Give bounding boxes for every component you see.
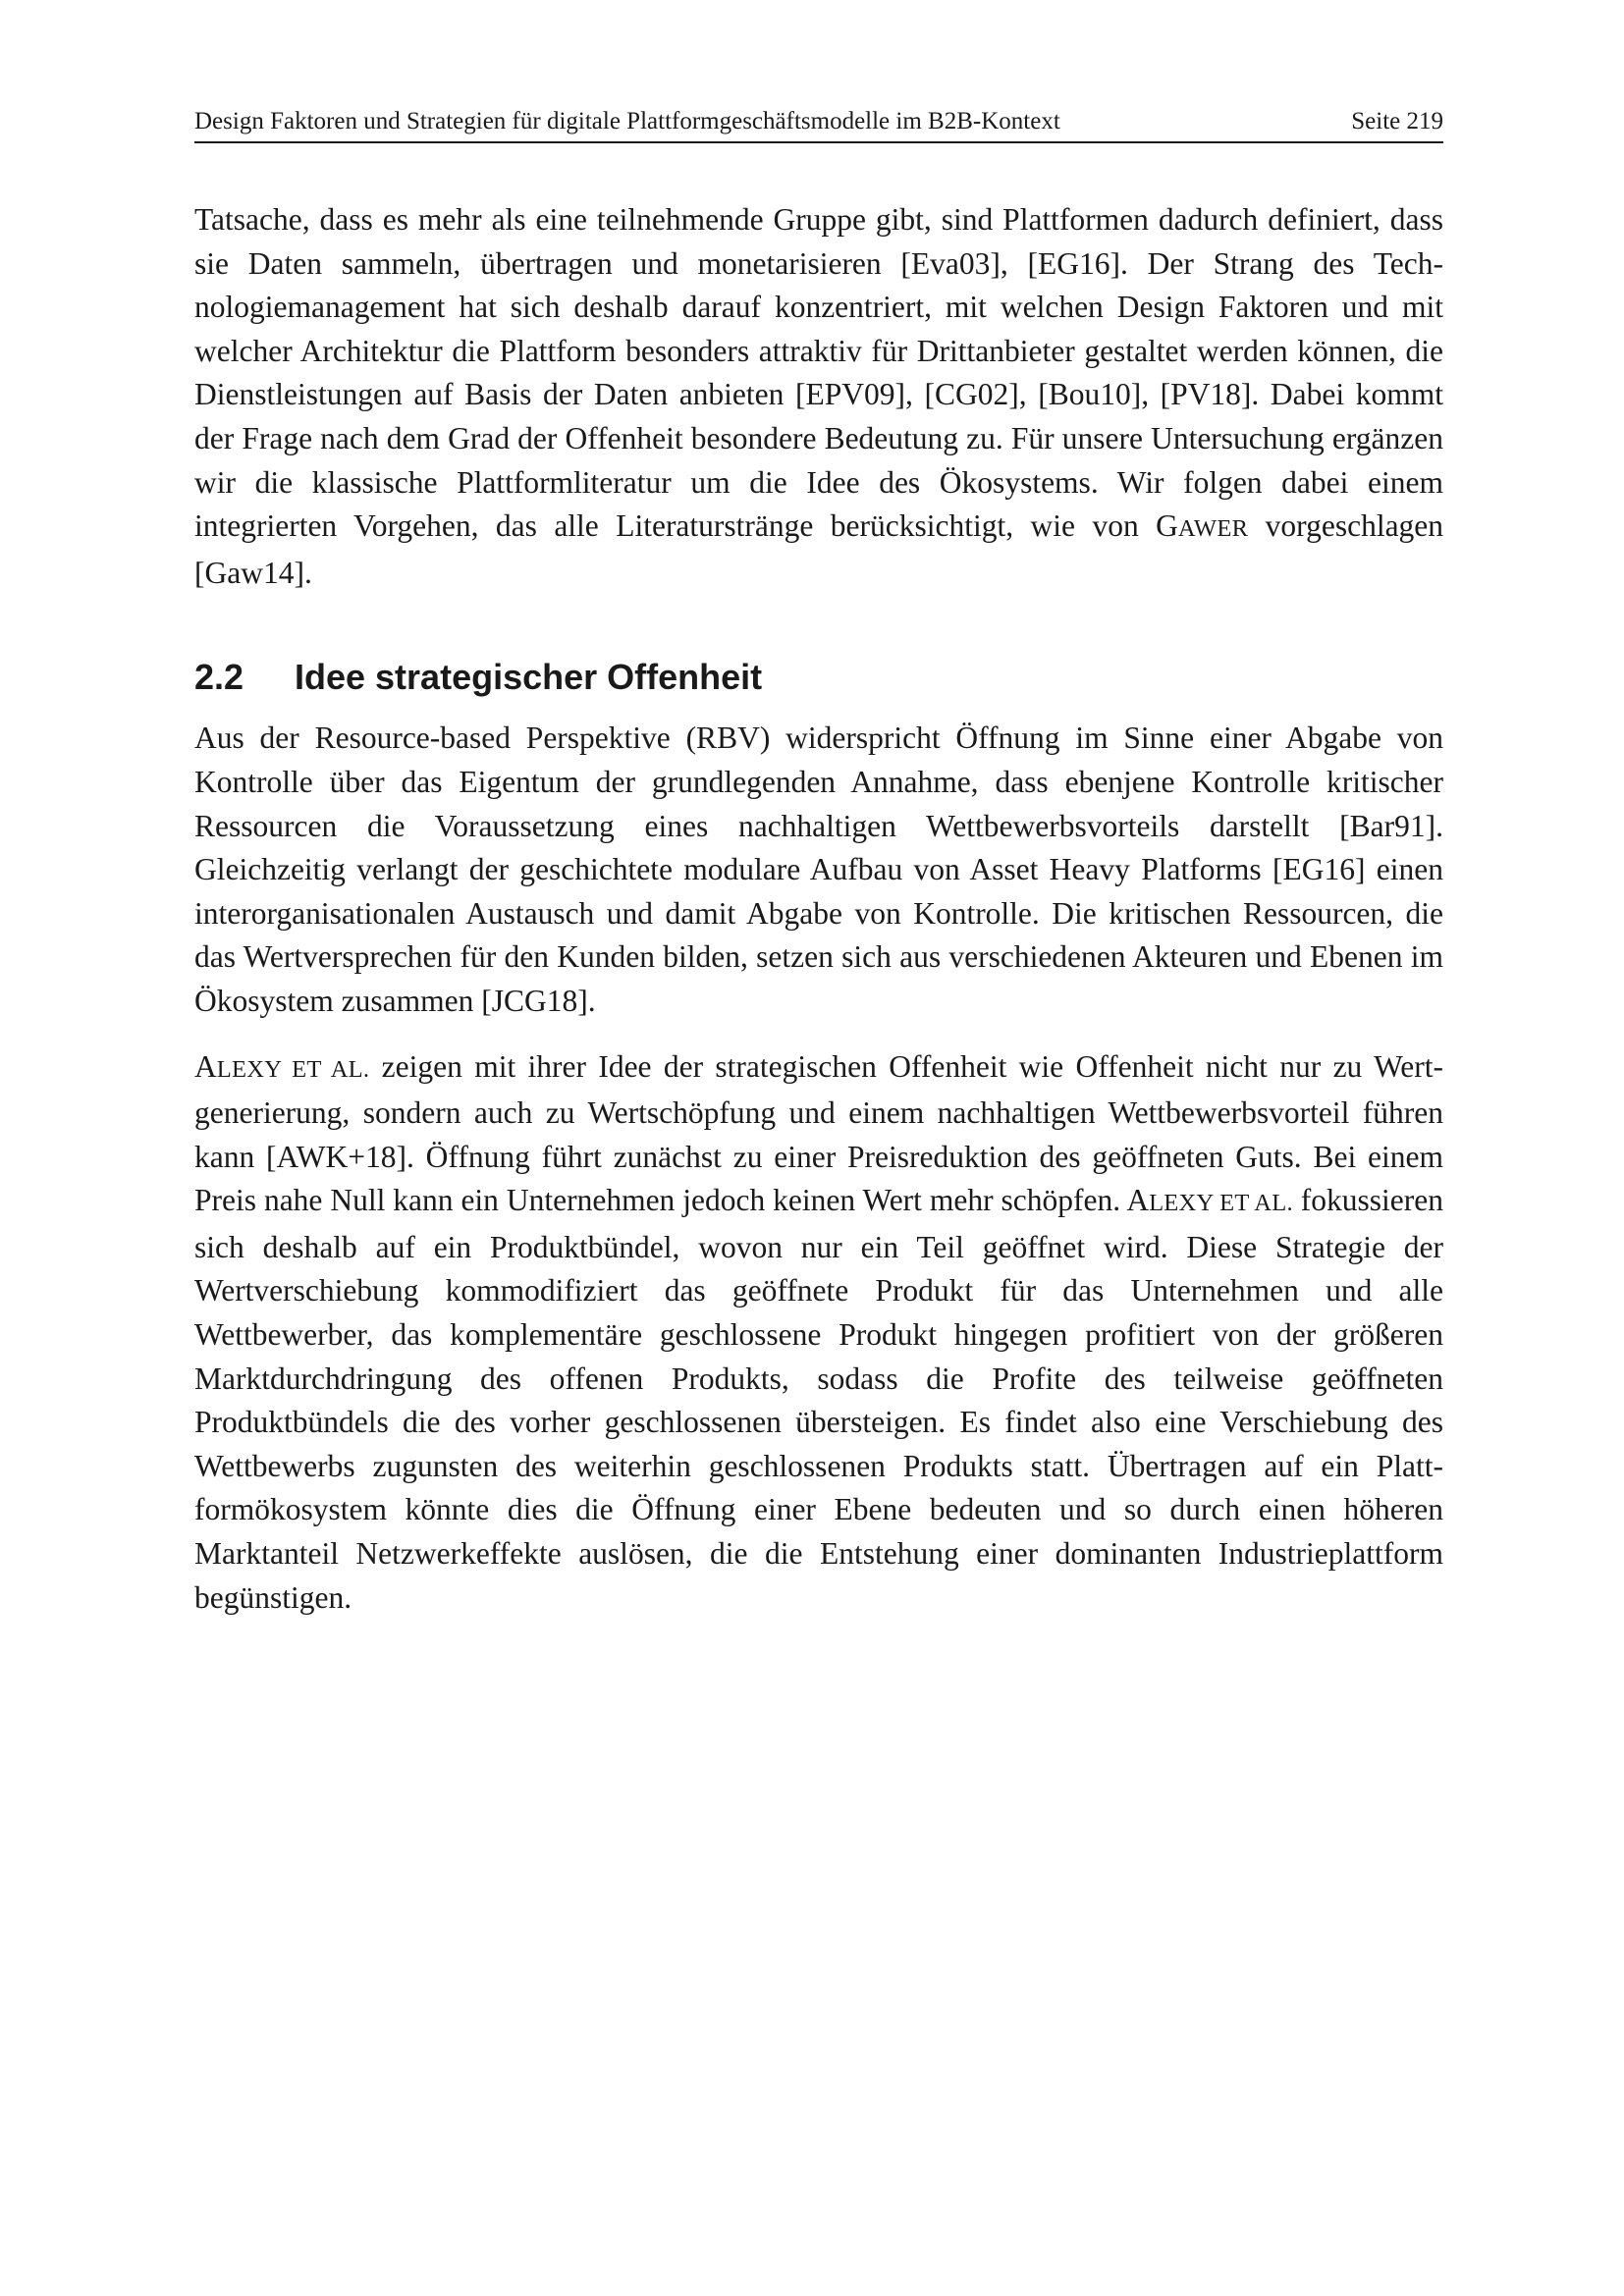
document-page [194,106,1443,1620]
paragraph-strategic-openness-part2: fokussieren sich deshalb auf ein Produktbündel, wovon nur ein Teil geöffnet wird. Diese Strategie der Wertverschiebung kommodifiziert das geöffnete Produkt für das Unternehmen und alle Wettbewerber, das komplementäre geschlossene Produkt hingegen profitiert von der größeren Marktdurchdringung des offenen Produkts, sodass die Profite des teilweise geöffneten Produktbündels die des vorher geschlossenen übersteigen. Es findet also eine Verschiebung des Wettbewerbs zugunsten des weiterhin geschlossenen Produkts statt. Übertragen auf ein Plattformökosystem könnte dies die Öffnung einer Ebene bedeuten und so durch einen höheren Marktanteil Netzwerkeffekte auslösen, die die Entstehung einer dominanten Industrieplattform begünstigen. [194,1183,1443,1615]
running-header-title: Design Faktoren und Strategien für digitale Plattformgeschäftsmodelle im B2B-Kontext [194,108,1060,134]
section-heading [194,656,1443,699]
paragraph-strategic-openness [194,1045,1443,1621]
paragraph-platform-definition-text: Tatsache, dass es mehr als eine teilnehmende Gruppe gibt, sind Plattformen dadurch definiert, dass sie Daten sammeln, übertragen und monetarisieren [Eva03], [EG16]. Der Strang des Technologiemanagement hat sich deshalb darauf konzentriert, mit welchen Design Faktoren und mit welcher Architektur die Plattform besonders attraktiv für Drittanbieter gestaltet werden können, die Dienstleistungen auf Basis der Daten anbieten [EPV09], [CG02], [Bou10], [PV18]. Dabei kommt der Frage nach dem Grad der Offenheit besondere Bedeutung zu. Für unsere Untersuchung ergänzen wir die klassische Plattformliteratur um die Idee des Ökosystems. Wir folgen dabei einem integrierten Vorgehen, das alle Literaturstränge berücksichtigt, wie von [194,202,1443,544]
author-name-gawer: GAWER [1156,508,1249,544]
author-name-alexy: ALEXY ET AL. [194,1048,370,1084]
section-title: Idee strategischer Offenheit [295,657,763,698]
section-number: 2.2 [194,657,244,698]
paragraph-platform-definition [194,198,1443,595]
paragraph-rbv: Aus der Resource-based Perspektive (RBV) widerspricht Öffnung im Sinne einer Abgabe von Kontrolle über das Eigentum der grundlegenden Annahme, dass ebenjene Kontrolle kritischer Ressourcen die Voraussetzung eines nachhaltigen Wettbewerbsvorteils darstellt [Bar91]. Gleichzeitig verlangt der geschichtete modulare Aufbau von Asset Heavy Platforms [EG16] einen interorganisationalen Austausch und damit Abgabe von Kontrolle. Die kritischen Ressourcen, die das Wertversprechen für den Kunden bilden, setzen sich aus verschiedenen Akteuren und Ebenen im Ökosystem zusammen [JCG18]. [194,721,1443,1018]
running-header [194,106,1443,143]
page-number: Seite 219 [1351,108,1443,134]
paragraph-platform-definition-end: vorgeschlagen [Gaw14]. [194,508,1444,590]
paragraph-strategic-openness-part1: zeigen mit ihrer Idee der strategischen Offenheit wie Offenheit nicht nur zu Wertgenerierung, sondern auch zu Wertschöpfung und einem nachhaltigen Wettbewerbsvorteil führen kann [AWK+18]. Öffnung führt zunächst zu einer Preisreduktion des geöffneten Guts. Bei einem Preis nahe Null kann ein Unternehmen jedoch keinen Wert mehr schöpfen. [194,1048,1443,1218]
author-name-alexy-second: ALEXY ET AL. [1126,1183,1293,1218]
